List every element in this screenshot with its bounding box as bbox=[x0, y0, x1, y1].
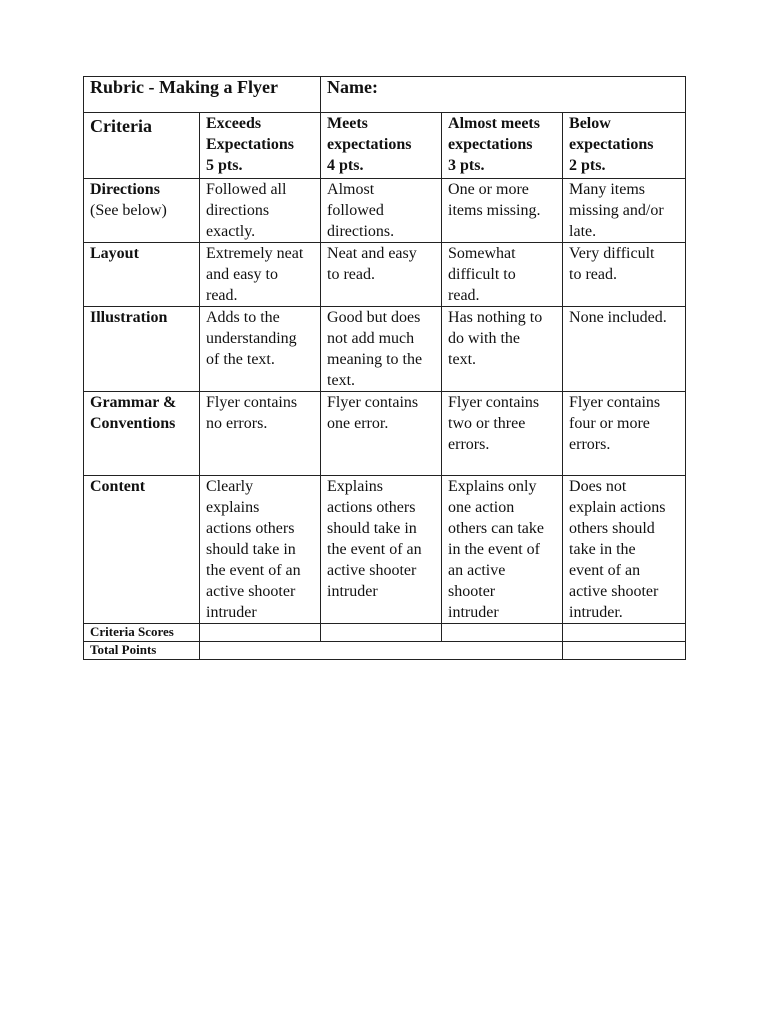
level-header-below: Below expectations 2 pts. bbox=[563, 113, 686, 179]
rubric-row-layout bbox=[84, 243, 686, 307]
rubric-row-content bbox=[84, 476, 686, 624]
criterion-label: Illustration bbox=[84, 307, 200, 392]
rubric-row-grammar bbox=[84, 392, 686, 476]
rubric-cell: Flyer contains no errors. bbox=[200, 392, 321, 476]
rubric-cell: Extremely neat and easy to read. bbox=[200, 243, 321, 307]
rubric-cell: Somewhat difficult to read. bbox=[442, 243, 563, 307]
criteria-header: Criteria bbox=[84, 113, 200, 179]
header-row bbox=[84, 113, 686, 179]
total-points-label: Total Points bbox=[84, 642, 200, 660]
score-cell-meets[interactable] bbox=[321, 624, 442, 642]
rubric-cell: Very difficult to read. bbox=[563, 243, 686, 307]
rubric-cell: Does not explain actions others should take in the event of an active shooter intruder. bbox=[563, 476, 686, 624]
criteria-scores-label: Criteria Scores bbox=[84, 624, 200, 642]
title-row bbox=[84, 77, 686, 113]
rubric-cell: Explains actions others should take in the event of an active shooter intruder bbox=[321, 476, 442, 624]
rubric-row-illustration bbox=[84, 307, 686, 392]
total-points-row bbox=[84, 642, 686, 660]
rubric-cell: Almost followed directions. bbox=[321, 179, 442, 243]
rubric-cell: Good but does not add much meaning to the text. bbox=[321, 307, 442, 392]
criterion-sublabel: (See below) bbox=[90, 202, 167, 219]
total-points-extra-cell[interactable] bbox=[563, 642, 686, 660]
rubric-row-directions bbox=[84, 179, 686, 243]
rubric-cell: Many items missing and/or late. bbox=[563, 179, 686, 243]
rubric-cell: None included. bbox=[563, 307, 686, 392]
rubric-cell: One or more items missing. bbox=[442, 179, 563, 243]
level-header-exceeds: Exceeds Expectations 5 pts. bbox=[200, 113, 321, 179]
criterion-label: Grammar & Conventions bbox=[84, 392, 200, 476]
criterion-label: Layout bbox=[84, 243, 200, 307]
rubric-cell: Has nothing to do with the text. bbox=[442, 307, 563, 392]
rubric-cell: Clearly explains actions others should take in the event of an active shooter intruder bbox=[200, 476, 321, 624]
name-field: Name: bbox=[321, 77, 686, 113]
level-header-almost: Almost meets expectations 3 pts. bbox=[442, 113, 563, 179]
criterion-label: Content bbox=[84, 476, 200, 624]
criteria-scores-row bbox=[84, 624, 686, 642]
criterion-cell bbox=[84, 179, 200, 243]
rubric-cell: Adds to the understanding of the text. bbox=[200, 307, 321, 392]
score-cell-almost[interactable] bbox=[442, 624, 563, 642]
total-points-value-cell[interactable] bbox=[200, 642, 563, 660]
rubric-cell: Flyer contains four or more errors. bbox=[563, 392, 686, 476]
criterion-label: Directions bbox=[90, 181, 160, 198]
rubric-table bbox=[83, 76, 686, 660]
score-cell-exceeds[interactable] bbox=[200, 624, 321, 642]
rubric-cell: Neat and easy to read. bbox=[321, 243, 442, 307]
level-header-meets: Meets expectations 4 pts. bbox=[321, 113, 442, 179]
rubric-cell: Flyer contains one error. bbox=[321, 392, 442, 476]
rubric-cell: Followed all directions exactly. bbox=[200, 179, 321, 243]
rubric-title: Rubric - Making a Flyer bbox=[84, 77, 321, 113]
rubric-cell: Explains only one action others can take in the event of an active shooter intruder bbox=[442, 476, 563, 624]
rubric-cell: Flyer contains two or three errors. bbox=[442, 392, 563, 476]
score-cell-below[interactable] bbox=[563, 624, 686, 642]
